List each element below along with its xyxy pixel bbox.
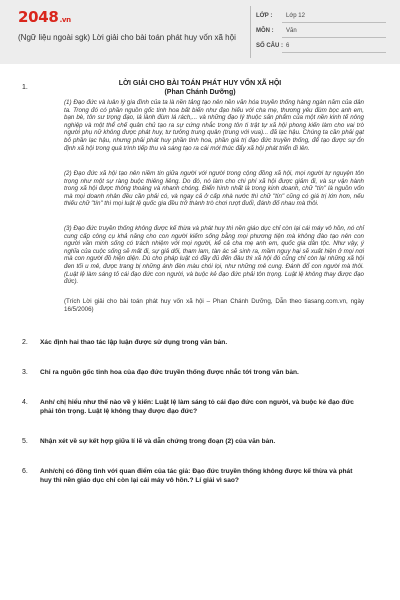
question-text: Xác định hai thao tác lập luận được sử dụng trong văn bản. [40,339,228,346]
passage-paragraph: (2) Đạo đức xã hội tạo nên niềm tin giữa người với người trong cộng đồng xã hội, mọi người tự nguyện tôn trọng như một sự ràng buộc thiêng liêng. Do đó, nó làm cho chi phí xã hội được giảm đi, và sự vận hành trong xã hội được thông thoáng và nhanh chóng. Điển hình nhất là trong kinh doanh, chữ "tín" là nguồn vốn mà mọi doanh nhân đều cần phải có, và ngay cả ở cấp nhà nước thì chữ "tín" cũng có giá trị lớn hơn, nếu thiếu chữ "tín" thì mọi luật lệ quốc gia đều trở thành trò chơi rượt đuổi, đánh đố nhau mà thôi. [64,170,364,208]
passage-author: (Phan Chánh Dưỡng) [164,89,236,96]
meta-class-label: LỚP : [256,13,273,19]
passage-paragraph: (3) Đạo đức truyền thống không được kế thừa và phát huy thì nền giáo dục chỉ còn lại cái máy vô hồn, nó chỉ cung cấp công cụ khả năng cho con người kiếm sống bằng mọi phương tiện mà không đào tạo nên con người văn minh sống có trách nhiệm với mọi người, kể cả cha mẹ anh em, quốc gia dân tộc. Như vậy, ý nghĩa của cuộc sống sẽ mất đi, sự giả dối, tham lam, tàn ác sẽ sinh ra, mầm nguy hại sẽ xuất hiện ở mọi nơi mà con người đồ hiện diện. Dù cho pháp luật có đầy đủ đến đâu thì xã hội đó cũng chỉ còn lại những xã hội đen tối u mê, được trang bị những ánh đèn màu chói lọi, như những mê cung. Đánh đổ con người mà thôi. (Luật lệ làm sáng tỏ cái đạo đức con người, và buộc kẻ đạo đức phải tôn trọng. Luật lệ không thay được đạo đức). [64,225,364,286]
meta-count-label: SỐ CÂU : [256,43,283,49]
passage-title: LỜI GIẢI CHO BÀI TOÁN PHÁT HUY VỐN XÃ HỘI [118,80,282,87]
passage-source: (Trích Lời giải cho bài toán phát huy vốn xã hội – Phan Chánh Dưỡng, Dẫn theo tiasang.com.vn, ngày 16/5/2006) [64,298,364,313]
question-text: Anh/ chị hiểu như thế nào về ý kiến: Luật lệ làm sáng tỏ cái đạo đức con người, và buộc kẻ đạo đức phải tôn trọng. Luật lệ không thay được đạo đức? [40,399,354,415]
site-logo[interactable]: 2048.vn [18,8,71,26]
document-title: (Ngữ liệu ngoài sgk) Lời giải cho bài toán phát huy vốn xã hội [18,33,236,42]
question-number: 5. [22,438,28,445]
meta-class-value: Lớp 12 [286,13,305,19]
question-text: Nhận xét về sự kết hợp giữa lí lẽ và dẫn chứng trong đoạn (2) của văn bản. [40,438,276,445]
meta-subject-label: MÔN : [256,28,274,34]
question-text: Chỉ ra nguồn gốc tinh hoa của đạo đức truyền thống được nhắc tới trong văn bản. [40,369,299,376]
question-number: 3. [22,369,28,376]
question-number: 2. [22,339,28,346]
question-number: 4. [22,399,28,406]
question-number: 1. [22,84,28,91]
question-number: 6. [22,468,28,475]
meta-subject-value: Văn [286,28,297,34]
passage-paragraph: (1) Đạo đức và luân lý gia đình của ta là nền tảng tạo nên nền văn hóa truyền thống hàng ngàn năm của dân ta. Trong đó có phần nguồn gốc tinh hoa bất biến như đạo hiếu với cha mẹ, thương yêu đùm bọc anh em, bạn bè, tôn sư trọng đạo, lá lành đùm lá rách,... và những đạo lý thuộc sản phẩm của một nền kinh tế nông nghiệp và một thể chế quân chủ tạo ra sự cứng nhắc trong tôn ti trật tự xã hội phong kiến làm cho vai trò người phụ nữ không được phát huy, tư tưởng trung quân (trung với vua)... đã lạc hậu. Chúng ta cần phải gạt bỏ phần lạc hậu, nhưng phải phát huy phần tinh hoa, phần giá trị đạo đức truyền thống, để tạo được sự ổn định xã hội trong quá trình tiếp thu và sáng tạo ra cái mới thúc đẩy xã hội phát triển đi lên. [64,99,364,152]
meta-count-value: 6 [286,43,290,49]
question-text: Anh/chị có đồng tình với quan điểm của tác giả: Đạo đức truyền thống không được kế thừa và phát huy thì nền giáo dục chỉ còn lại cái máy vô hồn.? Lí giải vì sao? [40,468,353,484]
